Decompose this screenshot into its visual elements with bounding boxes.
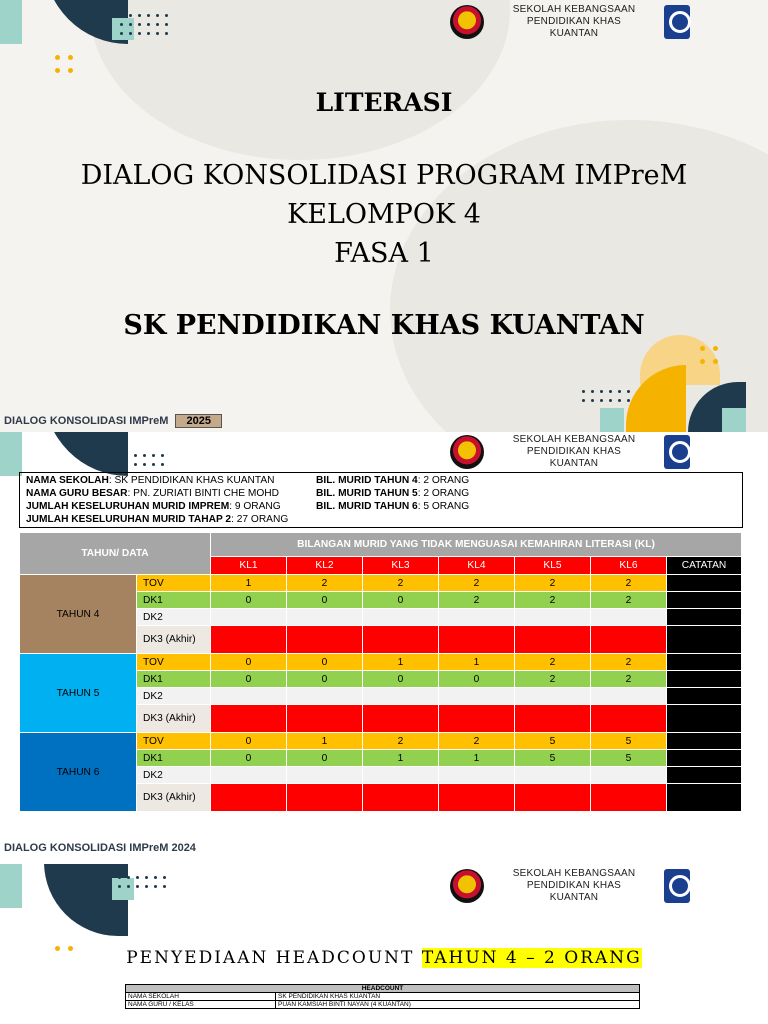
subject-title: LITERASI: [315, 88, 453, 117]
kl-header: KL6: [591, 556, 667, 574]
kl-value-cell: [439, 767, 515, 784]
kl-value-cell: 5: [591, 750, 667, 767]
kl-value-cell: [439, 784, 515, 812]
row-label: DK1: [137, 592, 211, 609]
kl-value-cell: [439, 609, 515, 626]
kl-header: KL5: [515, 556, 591, 574]
kl-value-cell: 1: [439, 654, 515, 671]
kl-value-cell: [363, 609, 439, 626]
kl-value-cell: [363, 784, 439, 812]
row-label: DK3 (Akhir): [137, 626, 211, 654]
kl-value-cell: 2: [439, 733, 515, 750]
kl-value-cell: 0: [211, 592, 287, 609]
kl-value-cell: [439, 705, 515, 733]
kl-value-cell: [363, 688, 439, 705]
slide-footer: [4, 414, 222, 428]
ministry-logo-icon: [664, 5, 690, 39]
corner-header: TAHUN/ DATA: [20, 533, 211, 575]
row-label: DK2: [137, 609, 211, 626]
kl-value-cell: [287, 626, 363, 654]
kl-value-cell: 1: [363, 654, 439, 671]
year-label: TAHUN 5: [20, 654, 137, 733]
table-row: [126, 1001, 640, 1009]
kl-value-cell: [287, 609, 363, 626]
kl-value-cell: 2: [515, 592, 591, 609]
decor-dot-grid: [582, 390, 630, 402]
kl-value-cell: [515, 609, 591, 626]
school-crest-icon: [450, 5, 484, 39]
kl-value-cell: 0: [287, 654, 363, 671]
row-label: DK1: [137, 671, 211, 688]
kl-value-cell: 2: [363, 575, 439, 592]
catatan-cell: [667, 626, 742, 654]
kl-value-cell: [591, 626, 667, 654]
catatan-cell: [667, 750, 742, 767]
kl-value-cell: [591, 705, 667, 733]
headcount-header: HEADCOUNT: [126, 985, 640, 993]
school-header-label: SEKOLAH KEBANGSAAN PENDIDIKAN KHAS KUANTAN: [512, 868, 636, 903]
school-header: [450, 868, 690, 904]
kl-value-cell: 0: [287, 671, 363, 688]
slide-footer: DIALOG KONSOLIDASI IMPreM 2024: [4, 842, 196, 854]
decor-yellow-dots: [55, 55, 73, 73]
kl-header: KL3: [363, 556, 439, 574]
school-header-label: SEKOLAH KEBANGSAAN PENDIDIKAN KHAS KUANTAN: [512, 4, 636, 39]
row-label: DK1: [137, 750, 211, 767]
school-info-box: NAMA SEKOLAH: SK PENDIDIKAN KHAS KUANTAN BIL. MURID TAHUN 4: 2 ORANG NAMA GURU BESAR: PN. ZURIATI BINTI CHE MOHD BIL. MURID TAHUN 5: 2 ORANG JUMLAH KESELURUHAN MURID IMPREM: 9 ORANG BIL. MURID TAHUN 6: 5 ORANG JUMLAH KESELURUHAN MURID TAHAP 2: 27 ORANG: [19, 472, 743, 528]
kl-value-cell: 0: [363, 592, 439, 609]
kl-value-cell: [591, 784, 667, 812]
catatan-cell: [667, 784, 742, 812]
decor-square: [0, 864, 22, 908]
decor-yellow-dots: [700, 346, 718, 364]
kl-value-cell: 0: [211, 654, 287, 671]
headcount-title-highlight: TAHUN 4 – 2 ORANG: [421, 948, 642, 968]
table-row: [20, 733, 742, 750]
kl-value-cell: 5: [515, 733, 591, 750]
kl-value-cell: [591, 767, 667, 784]
kl-value-cell: 2: [439, 592, 515, 609]
catatan-cell: [667, 654, 742, 671]
kl-value-cell: 0: [211, 671, 287, 688]
kl-value-cell: 2: [591, 592, 667, 609]
catatan-header: CATATAN: [667, 556, 742, 574]
kl-value-cell: 2: [515, 671, 591, 688]
kl-value-cell: [287, 705, 363, 733]
headcount-table: [125, 984, 640, 1009]
table-row: [20, 654, 742, 671]
catatan-cell: [667, 609, 742, 626]
kl-value-cell: 0: [211, 733, 287, 750]
kl-value-cell: 2: [591, 671, 667, 688]
kl-value-cell: [515, 705, 591, 733]
catatan-cell: [667, 575, 742, 592]
ministry-logo-icon: [664, 435, 690, 469]
year-label: TAHUN 4: [20, 575, 137, 654]
kl-header: KL2: [287, 556, 363, 574]
catatan-cell: [667, 592, 742, 609]
group-title: KELOMPOK 4: [287, 199, 481, 230]
kl-value-cell: 1: [211, 575, 287, 592]
data-slide: [0, 432, 768, 864]
group-header: BILANGAN MURID YANG TIDAK MENGUASAI KEMAHIRAN LITERASI (KL): [211, 533, 742, 557]
kl-value-cell: [439, 688, 515, 705]
school-title: SK PENDIDIKAN KHAS KUANTAN: [123, 310, 645, 341]
kl-value-cell: 1: [363, 750, 439, 767]
kl-header: KL4: [439, 556, 515, 574]
kl-value-cell: [515, 688, 591, 705]
kl-value-cell: [211, 609, 287, 626]
kl-value-cell: [591, 609, 667, 626]
decor-dot-grid: [118, 876, 166, 888]
kl-value-cell: 0: [439, 671, 515, 688]
kl-value-cell: 0: [211, 750, 287, 767]
ministry-logo-icon: [664, 869, 690, 903]
kl-value-cell: [515, 626, 591, 654]
catatan-cell: [667, 733, 742, 750]
decor-dot-grid: [116, 454, 164, 466]
row-label: DK3 (Akhir): [137, 784, 211, 812]
decor-square: [0, 432, 22, 476]
school-header: [450, 434, 690, 470]
kl-header: KL1: [211, 556, 287, 574]
row-label: DK2: [137, 767, 211, 784]
kl-value-cell: [211, 784, 287, 812]
kl-value-cell: 2: [591, 654, 667, 671]
decor-square: [600, 408, 624, 432]
kl-value-cell: [287, 688, 363, 705]
kl-value-cell: 1: [287, 733, 363, 750]
kl-value-cell: 0: [363, 671, 439, 688]
kl-value-cell: 2: [591, 575, 667, 592]
footer-year-badge: 2025: [175, 414, 221, 428]
school-crest-icon: [450, 435, 484, 469]
kl-value-cell: 1: [439, 750, 515, 767]
catatan-cell: [667, 688, 742, 705]
kl-value-cell: [211, 688, 287, 705]
kl-value-cell: 0: [287, 750, 363, 767]
table-row: [126, 993, 640, 1001]
headcount-slide: [0, 864, 768, 1024]
row-label: TOV: [137, 654, 211, 671]
title-slide: [0, 0, 768, 432]
kl-value-cell: [363, 626, 439, 654]
kl-value-cell: [211, 705, 287, 733]
kl-value-cell: [287, 784, 363, 812]
phase-title: FASA 1: [334, 238, 434, 269]
year-label: TAHUN 6: [20, 733, 137, 812]
row-label: DK2: [137, 688, 211, 705]
table-row: [20, 575, 742, 592]
headcount-value: SK PENDIDIKAN KHAS KUANTAN: [276, 993, 640, 1001]
kl-value-cell: [515, 767, 591, 784]
kl-value-cell: 2: [287, 575, 363, 592]
kl-value-cell: [515, 784, 591, 812]
decor-dot-grid: [120, 14, 168, 35]
kl-value-cell: [591, 688, 667, 705]
footer-label: DIALOG KONSOLIDASI IMPreM: [4, 415, 169, 427]
headcount-label: NAMA GURU / KELAS: [126, 1001, 276, 1009]
kl-value-cell: [211, 626, 287, 654]
kl-value-cell: [211, 767, 287, 784]
headcount-label: NAMA SEKOLAH: [126, 993, 276, 1001]
program-title: DIALOG KONSOLIDASI PROGRAM IMPreM: [80, 160, 688, 191]
decor-square: [722, 408, 746, 432]
catatan-cell: [667, 705, 742, 733]
kl-value-cell: [439, 626, 515, 654]
row-label: TOV: [137, 575, 211, 592]
kl-value-cell: 5: [515, 750, 591, 767]
kl-value-cell: 2: [515, 654, 591, 671]
kl-value-cell: 2: [363, 733, 439, 750]
kl-value-cell: 0: [287, 592, 363, 609]
catatan-cell: [667, 767, 742, 784]
headcount-title: [0, 948, 768, 968]
kl-value-cell: [363, 767, 439, 784]
school-crest-icon: [450, 869, 484, 903]
row-label: DK3 (Akhir): [137, 705, 211, 733]
headcount-title-plain: PENYEDIAAN HEADCOUNT: [126, 948, 415, 968]
kl-value-cell: [287, 767, 363, 784]
decor-quarter-circle: [44, 864, 128, 936]
school-header-label: SEKOLAH KEBANGSAAN PENDIDIKAN KHAS KUANTAN: [512, 434, 636, 469]
headcount-value: PUAN KAMSIAH BINTI NAYAN (4 KUANTAN): [276, 1001, 640, 1009]
kl-value-cell: 5: [591, 733, 667, 750]
school-header: [450, 4, 690, 40]
decor-square: [0, 0, 22, 44]
literacy-table: [19, 532, 742, 812]
kl-value-cell: [363, 705, 439, 733]
row-label: TOV: [137, 733, 211, 750]
catatan-cell: [667, 671, 742, 688]
kl-value-cell: 2: [439, 575, 515, 592]
kl-value-cell: 2: [515, 575, 591, 592]
